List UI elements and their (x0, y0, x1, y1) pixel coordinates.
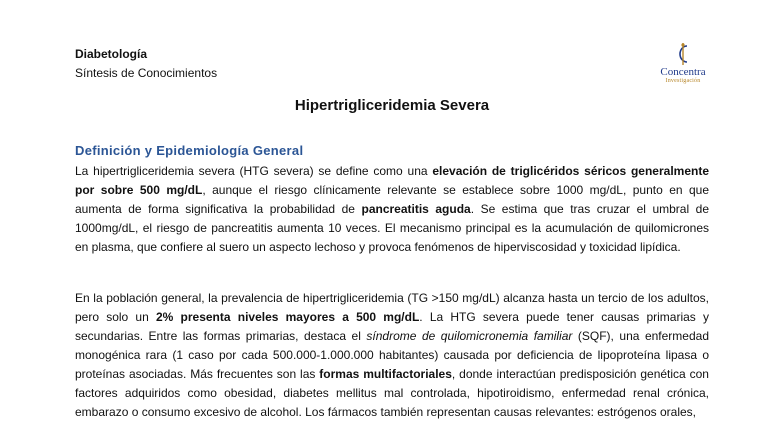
logo-name: Concentra (660, 66, 706, 78)
paragraph-text: , aunque el riesgo clínicamente relevante se establece sobre 1000 mg/dL, punto en que aumenta de forma significativa la probabilidad de (75, 183, 710, 216)
paragraph-text: . Se estima que tras cruzar el umbral de 1000mg/dL, el riesgo de pancreatitis aumenta 10 veces. El mecanismo principal es la acumulación de quilomicrones en plasma, que confiere al suero un aspecto lechoso y provoca fenómenos de hiperviscosidad y toxicidad lipídica. (75, 202, 709, 254)
paragraph-text: (SQF), una enfermedad monogénica rara (1 caso por cada 500.000-1.000.000 habitantes) causada por deficiencia de lipoproteína lipasa o proteínas asociadas. Más frecuentes son las (75, 329, 709, 381)
concentra-logo (650, 42, 716, 85)
section-heading: Definición y Epidemiología General (75, 143, 304, 158)
paragraph-text: En la población general, la prevalencia de hipertrigliceridemia (TG >150 mg/dL) alcanza hasta un tercio de los adultos, pero solo un (75, 291, 709, 324)
paragraph-epidemiology (75, 289, 709, 422)
paragraph-text: La hipertrigliceridemia severa (HTG severa) se define como una (75, 164, 433, 178)
paragraph-bold-text: 2% presenta niveles mayores a 500 mg/dL (155, 310, 420, 324)
header-subtitle: Síntesis de Conocimientos (75, 66, 218, 80)
document-title: Hipertrigliceridemia Severa (294, 97, 490, 114)
paragraph-text: , donde interactúan predisposición genética con factores adquiridos como obesidad, diabetes mellitus mal controlada, hipotiroidismo, enfermedad renal crónica, embarazo o consumo excesivo de alcohol. Los fármacos también representan causas relevantes: estrógenos orales, (75, 367, 709, 419)
paragraph-text: . La HTG severa puede tener causas primarias y secundarias. Entre las formas primarias, destaca el (75, 310, 709, 343)
logo-tagline: Investigación (665, 78, 701, 84)
paragraph-bold-text: elevación de triglicéridos séricos generalmente por sobre 500 mg/dL (75, 164, 710, 197)
paragraph-bold-text: pancreatitis aguda (361, 202, 471, 216)
paragraph-italic-text: síndrome de quilomicronemia familiar (366, 329, 573, 343)
header-title: Diabetología (75, 47, 148, 61)
concentra-emblem-icon (674, 42, 692, 66)
paragraph-definition (75, 162, 709, 257)
paragraph-bold-text: formas multifactoriales (319, 367, 452, 381)
